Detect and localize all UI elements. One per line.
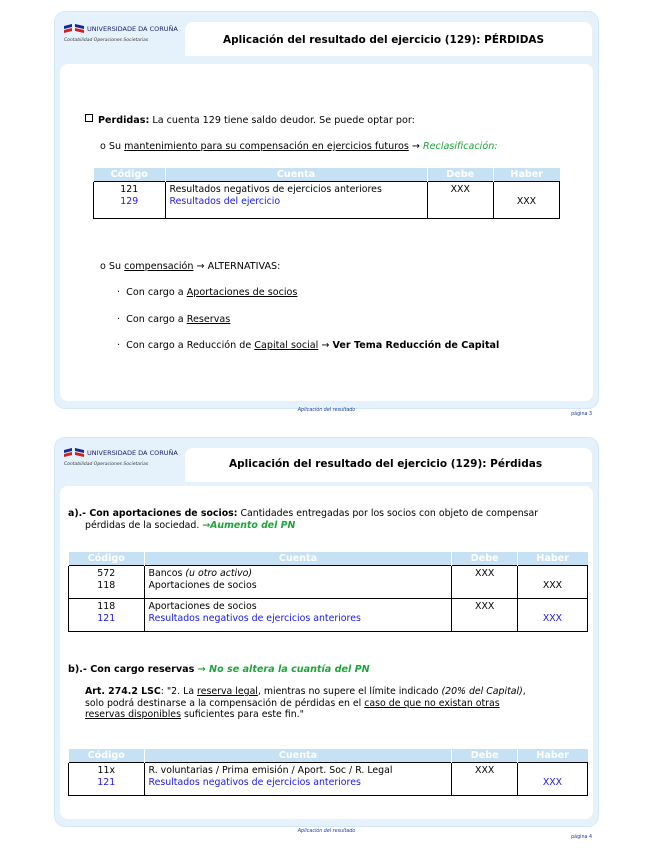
logo-text: UNIVERSIDADE DA CORUÑA: [87, 24, 178, 33]
table-row: [94, 182, 560, 219]
section-a-text: a).- Con aportaciones de socios: Cantidades entregadas por los socios con objeto de compensar pérdidas de la sociedad. →Aumento del PN: [68, 508, 539, 531]
account-cell: Resultados negativos de ejercicios anteriores: [169, 184, 382, 195]
debe-cell: XXX: [475, 765, 495, 776]
code-cell: 118: [97, 601, 116, 612]
slide-content: [60, 486, 593, 819]
code-cell: 121: [97, 613, 116, 624]
table-row: [69, 566, 588, 599]
logo-text: UNIVERSIDADE DA CORUÑA: [87, 448, 178, 457]
intro-line: Perdidas: La cuenta 129 tiene saldo deudor. Se puede optar por:: [85, 114, 415, 126]
col-header-cuenta: Cuenta: [165, 168, 427, 182]
dot-bullet-icon: ·: [117, 314, 127, 325]
account-cell: Resultados negativos de ejercicios anteriores: [148, 777, 361, 788]
university-crest-icon: [64, 24, 84, 33]
option-maintenance: o Su mantenimiento para su compensación en ejercicios futuros → Reclasificación:: [100, 141, 498, 152]
col-header-codigo: Código: [69, 749, 145, 763]
university-crest-icon: [64, 448, 84, 457]
aportaciones-table: [68, 552, 588, 632]
alternative-aportaciones: · Con cargo a Aportaciones de socios: [117, 287, 298, 298]
col-header-haber: Haber: [517, 552, 587, 566]
page-number: página 4: [571, 835, 592, 840]
dot-bullet-icon: ·: [117, 287, 127, 298]
debe-cell: XXX: [475, 568, 495, 579]
col-header-cuenta: Cuenta: [144, 749, 452, 763]
alternative-capital: · Con cargo a Reducción de Capital social → Ver Tema Reducción de Capital: [117, 340, 500, 351]
page-number: página 3: [571, 412, 592, 417]
footer-text: Aplicación del resultado: [297, 408, 356, 413]
slide-page-4: [55, 438, 598, 840]
code-cell: 121: [120, 184, 139, 195]
haber-cell: XXX: [542, 613, 563, 624]
col-header-cuenta: Cuenta: [144, 552, 452, 566]
table-row: [69, 599, 588, 632]
course-subtitle: Contabilidad Operaciones Societarias: [64, 462, 149, 467]
circle-bullet-icon: o: [100, 261, 109, 272]
account-cell: R. voluntarias / Prima emisión / Aport. Soc / R. Legal: [148, 765, 393, 776]
option-compensation: o Su compensación → ALTERNATIVAS:: [100, 261, 281, 272]
page-title: Aplicación del resultado del ejercicio (129): PÉRDIDAS: [223, 34, 545, 46]
debe-cell: XXX: [450, 184, 470, 195]
university-logo: [64, 24, 204, 43]
slide-page-3: [55, 12, 598, 417]
col-header-debe: Debe: [427, 168, 493, 182]
col-header-debe: Debe: [452, 552, 518, 566]
code-cell: 129: [120, 196, 139, 207]
account-cell: Resultados del ejercicio: [169, 196, 281, 207]
reservas-table: [68, 749, 588, 796]
col-header-haber: Haber: [517, 749, 587, 763]
col-header-codigo: Código: [69, 552, 145, 566]
alternative-reservas: · Con cargo a Reservas: [117, 314, 231, 325]
university-logo: [64, 448, 204, 467]
haber-cell: XXX: [542, 580, 563, 591]
code-cell: 11x: [97, 765, 115, 776]
dot-bullet-icon: ·: [117, 340, 127, 351]
col-header-haber: Haber: [493, 168, 559, 182]
code-cell: 118: [97, 580, 116, 591]
slide-content: [60, 64, 593, 401]
account-cell: Resultados negativos de ejercicios anteriores: [148, 613, 361, 624]
section-b-heading: b).- Con cargo reservas → No se altera la cuantía del PN: [68, 664, 370, 675]
table-row: [69, 763, 588, 796]
account-cell: Aportaciones de socios: [148, 580, 257, 591]
square-bullet-icon: [85, 114, 93, 122]
page-title: Aplicación del resultado del ejercicio (129): Pérdidas: [229, 458, 543, 470]
debe-cell: XXX: [475, 601, 495, 612]
course-subtitle: Contabilidad Operaciones Societarias: [64, 38, 149, 43]
haber-cell: XXX: [516, 196, 537, 207]
article-quote: Art. 274.2 LSC: "2. La reserva legal, mientras no supere el límite indicado (20% del Capital), solo podrá destinarse a la compensación de pérdidas en el caso de que no existan otras reservas disponibles suficientes para este fin.": [85, 686, 526, 720]
haber-cell: XXX: [542, 777, 563, 788]
code-cell: 121: [97, 777, 116, 788]
circle-bullet-icon: o: [100, 141, 109, 152]
account-cell: Bancos (u otro activo): [148, 568, 253, 579]
account-cell: Aportaciones de socios: [148, 601, 257, 612]
code-cell: 572: [97, 568, 116, 579]
col-header-codigo: Código: [94, 168, 166, 182]
footer-text: Aplicación del resultado: [297, 829, 356, 834]
reclassification-table: [93, 168, 560, 219]
col-header-debe: Debe: [452, 749, 518, 763]
